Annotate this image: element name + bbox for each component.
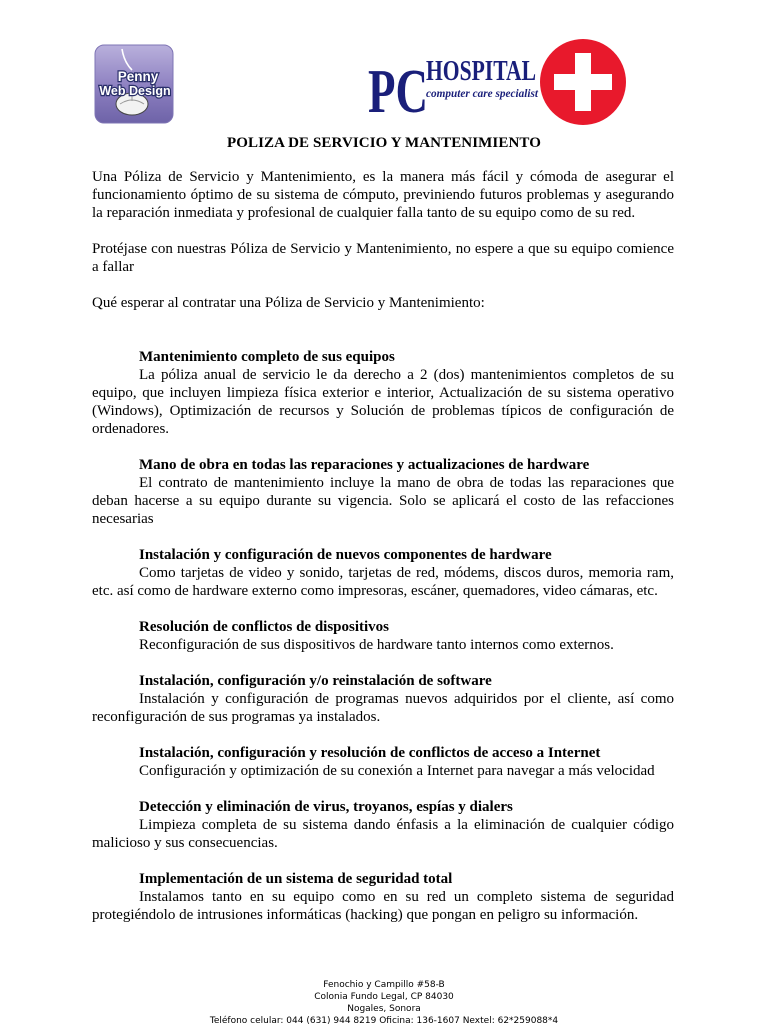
section-body: Configuración y optimización de su conexión a Internet para navegar a más velocidad <box>139 763 655 779</box>
section-title: Detección y eliminación de virus, troyanos, espías y dialers <box>139 799 513 815</box>
section-body: Limpieza completa de su sistema dando énfasis a la eliminación de cualquier código malicioso y sus consecuencias. <box>92 817 674 851</box>
section-title: Mantenimiento completo de sus equipos <box>139 349 395 365</box>
intro-paragraph: Protéjase con nuestras Póliza de Servicio y Mantenimiento, no espere a que su equipo comience a fallar <box>92 241 674 275</box>
penny-web-design-logo <box>94 44 174 124</box>
intro-paragraph: Una Póliza de Servicio y Mantenimiento, es la manera más fácil y cómoda de asegurar el funcionamiento óptimo de su sistema de cómputo, previniendo futuros problemas y asegurando la reparación inmediata y profesional de cualquier falla tanto de su equipo como de su red. <box>92 169 674 221</box>
section-body: Instalación y configuración de programas nuevos adquiridos por el cliente, así como reconfiguración de sus programas ya instalados. <box>92 691 674 725</box>
service-section <box>92 618 674 654</box>
section-title: Implementación de un sistema de seguridad total <box>139 871 453 887</box>
pc-logo-prefix: PC <box>368 58 428 126</box>
section-body: Reconfiguración de sus dispositivos de hardware tanto internos como externos. <box>139 637 614 653</box>
service-section <box>92 348 674 438</box>
service-section <box>92 798 674 852</box>
section-body: Como tarjetas de video y sonido, tarjetas de red, módems, discos duros, memoria ram, etc. así como de hardware externo como impresoras, escáner, quemadores, video cámaras, etc. <box>92 565 674 599</box>
penny-logo-line2: Web Design <box>99 84 171 98</box>
section-title: Instalación, configuración y resolución de conflictos de acceso a Internet <box>139 745 601 761</box>
section-title: Resolución de conflictos de dispositivos <box>139 619 390 635</box>
red-cross-icon <box>540 39 626 125</box>
section-body: La póliza anual de servicio le da derecho a 2 (dos) mantenimientos completos de su equipo, que incluyen limpieza física exterior e interior, Actualización de su sistema operativo (Windows), Optimización de recursos y Solución de problemas típicos de configuración de ordenadores. <box>92 367 674 437</box>
service-section <box>92 546 674 600</box>
pc-logo-tagline: computer care specialist <box>426 88 539 100</box>
section-title: Instalación, configuración y/o reinstalación de software <box>139 673 492 689</box>
section-title: Instalación y configuración de nuevos componentes de hardware <box>139 547 552 563</box>
service-section <box>92 456 674 528</box>
service-section <box>92 870 674 924</box>
section-body: Instalamos tanto en su equipo como en su red un completo sistema de seguridad protegiéndolo de intrusiones informáticas (hacking) que pongan en peligro su información. <box>92 889 674 923</box>
pc-logo-name: HOSPITAL <box>426 56 536 87</box>
penny-logo-line1: Penny <box>117 69 159 84</box>
section-title: Mano de obra en todas las reparaciones y actualizaciones de hardware <box>139 457 590 473</box>
service-section <box>92 744 674 780</box>
document-body <box>92 168 674 942</box>
footer-address-line: Fenochio y Campillo #58-B <box>323 980 445 990</box>
document-title: POLIZA DE SERVICIO Y MANTENIMIENTO <box>226 135 542 151</box>
page-footer <box>0 979 768 1024</box>
service-section <box>92 672 674 726</box>
pc-hospital-logo <box>368 38 630 126</box>
intro-paragraph: Qué esperar al contratar una Póliza de Servicio y Mantenimiento: <box>92 295 485 311</box>
footer-address-line: Colonia Fundo Legal, CP 84030 <box>314 992 454 1002</box>
footer-address-line: Nogales, Sonora <box>347 1004 421 1014</box>
footer-phone-line: Teléfono celular: 044 (631) 944 8219 Oficina: 136-1607 Nextel: 62*259088*4 <box>209 1016 559 1024</box>
section-body: El contrato de mantenimiento incluye la mano de obra de todas las reparaciones que deban hacerse a su equipo durante su vigencia. Solo se aplicará el costo de las refacciones necesarias <box>92 475 674 527</box>
